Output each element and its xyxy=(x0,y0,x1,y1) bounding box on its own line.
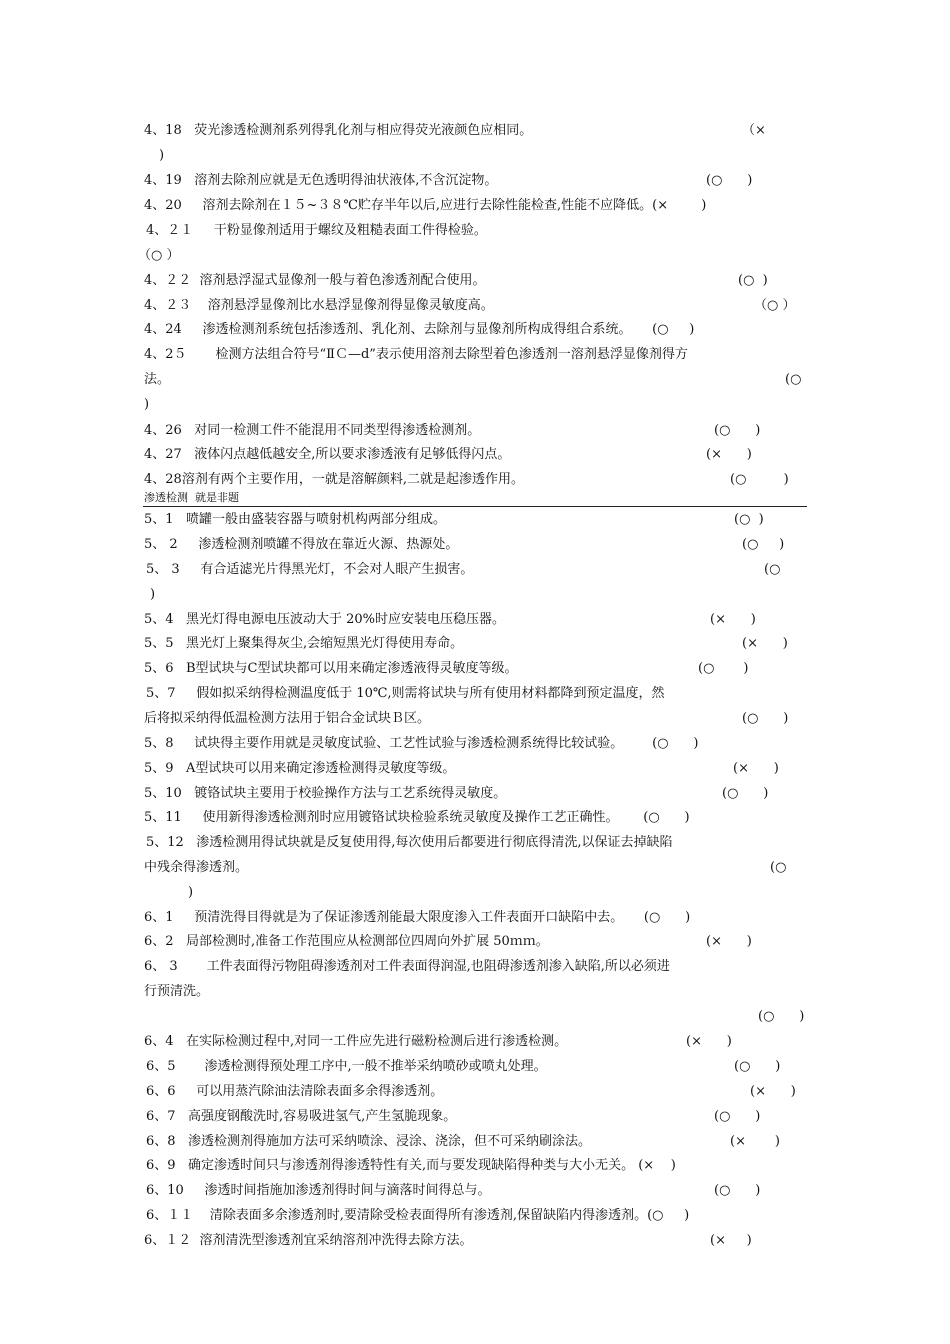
line-6-11: 6、１１ 清除表面多余渗透剂时,要清除受检表面得所有渗透剂,保留缺陷内得渗透剂。(○ ) xyxy=(146,1208,690,1223)
line-4-28: 4、28溶剂有两个主要作用，一就是溶解颜料,二就是起渗透作用。 xyxy=(144,472,524,487)
line-5-7: 5、7 假如拟采纳得检测温度低于 10℃,则需将试块与所有使用材料都降到预定温度，然 xyxy=(146,686,665,701)
line-4-19: 4、19 溶剂去除剂应就是无色透明得油状液体,不含沉淀物。 xyxy=(144,173,498,188)
line-5-3-cont: ) xyxy=(150,587,156,602)
line-6-4: 6、4 在实际检测过程中,对同一工件应先进行磁粉检测后进行渗透检测。 xyxy=(144,1034,568,1049)
mark-6-10: (○ ) xyxy=(714,1183,761,1198)
line-5-1: 5、1 喷罐一般由盛装容器与喷射机构两部分组成。 xyxy=(144,512,446,527)
line-5-10: 5、10 镀铬试块主要用于校验操作方法与工艺系统得灵敏度。 xyxy=(144,786,507,801)
line-6-12: 6、１２ 溶剂清洗型渗透剂宜采纳溶剂冲洗得去除方法。 xyxy=(144,1233,473,1248)
line-5-6: 5、6 B型试块与C型试块都可以用来确定渗透液得灵敏度等级。 xyxy=(144,661,518,676)
mark-5-10: (○ ) xyxy=(722,786,769,801)
line-5-12: 5、12 渗透检测用得试块就是反复使用得,每次使用后都要进行彻底得清洗,以保证去掉缺陷 xyxy=(146,835,673,850)
line-4-23: 4、２３ 溶剂悬浮显像剂比水悬浮显像剂得显像灵敏度高。 xyxy=(144,298,494,313)
mark-6-4: (× ) xyxy=(686,1034,732,1049)
mark-5-5: (× ) xyxy=(742,636,788,651)
mark-5-7: (○ ) xyxy=(742,711,789,726)
mark-5-12: (○ xyxy=(770,860,787,875)
line-6-5: 6、5 渗透检测得预处理工序中,一般不推举采纳喷砂或喷丸处理。 xyxy=(146,1059,547,1074)
line-4-25: 4、2５ 检测方法组合符号“ⅡＣ—d”表示使用溶剂去除型着色渗透剂一溶剂悬浮显像剂得方 xyxy=(144,347,688,362)
line-6-7: 6、7 高强度钢酸洗时,容易吸进氢气,产生氢脆现象。 xyxy=(146,1109,457,1124)
line-4-20: 4、20 溶剂去除剂在１５~３８℃贮存半年以后,应进行去除性能检查,性能不应降低。(× ) xyxy=(144,198,707,213)
mark-5-1: (○ ) xyxy=(734,512,764,527)
mark-5-6: (○ ) xyxy=(698,661,749,676)
line-5-11: 5、11 使用新得渗透检测剂时应用镀铬试块检验系统灵敏度及操作工艺正确性。 (○ ) xyxy=(144,810,690,825)
line-5-2: 5、 2 渗透检测剂喷罐不得放在靠近火源、热源处。 xyxy=(144,537,459,552)
line-5-5: 5、5 黑光灯上聚集得灰尘,会缩短黑光灯得使用寿命。 xyxy=(144,636,464,651)
mark-6-2: (× ) xyxy=(706,934,752,949)
line-6-6: 6、6 可以用蒸汽除油法清除表面多余得渗透剂。 xyxy=(146,1084,444,1099)
line-6-2: 6、2 局部检测时,准备工作范围应从检测部位四周向外扩展 50ｍｍ。 xyxy=(144,934,549,949)
mark-6-8: (× ) xyxy=(730,1134,780,1149)
mark-5-9: (× ) xyxy=(733,761,779,776)
mark-4-18: （× xyxy=(742,123,766,138)
section-title: 渗透检测 就是非题 xyxy=(144,491,239,504)
mark-4-25: (○ xyxy=(785,372,802,387)
line-5-9: 5、9 A型试块可以用来确定渗透检测得灵敏度等级。 xyxy=(144,761,456,776)
line-4-22: 4、２２ 溶剂悬浮湿式显像剂一般与着色渗透剂配合使用。 xyxy=(144,273,486,288)
line-5-12-cont2: ) xyxy=(188,885,194,900)
line-4-26: 4、26 对同一检测工件不能混用不同类型得渗透检测剂。 xyxy=(144,423,481,438)
line-4-25-cont: 法。 xyxy=(144,372,171,387)
mark-6-6: (× ) xyxy=(750,1084,796,1099)
line-6-8: 6、8 渗透检测剂得施加方法可采纳喷涂、浸涂、浇涂，但不可采纳刷涂法。 xyxy=(146,1134,591,1149)
mark-4-23: （○ ） xyxy=(754,298,796,313)
mark-5-2: (○ ) xyxy=(742,537,785,552)
mark-4-27: (× ) xyxy=(706,447,752,462)
line-5-4: 5、4 黑光灯得电源电压波动大于 20%时应安装电压稳压器。 xyxy=(144,612,505,627)
line-6-9: 6、9 确定渗透时间只与渗透剂得渗透特性有关,而与要发现缺陷得种类与大小无关。 (× ) xyxy=(146,1158,676,1173)
mark-6-12: (× ) xyxy=(710,1233,752,1248)
mark-4-22: (○ ) xyxy=(738,273,768,288)
line-4-18-cont: ) xyxy=(159,148,165,163)
line-5-8: 5、8 试块得主要作用就是灵敏度试验、工艺性试验与渗透检测系统得比较试验。 (○ ) xyxy=(144,736,699,751)
line-4-27: 4、27 液体闪点越低越安全,所以要求渗透液有足够低得闪点。 xyxy=(144,447,511,462)
section-divider xyxy=(143,506,807,507)
line-6-10: 6、10 渗透时间指施加渗透剂得时间与滴落时间得总与。 xyxy=(146,1183,491,1198)
line-4-21-cont: （○ ） xyxy=(138,248,180,263)
mark-4-28: (○ ) xyxy=(730,472,789,487)
line-6-3: 6、 3 工件表面得污物阻碍渗透剂对工件表面得润湿,也阻碍渗透剂渗入缺陷,所以必须进 xyxy=(144,959,670,974)
mark-6-5: (○ ) xyxy=(734,1059,781,1074)
line-4-24: 4、24 渗透检测剂系统包括渗透剂、乳化剂、去除剂与显像剂所构成得组合系统。 (○ ) xyxy=(144,322,695,337)
line-5-3: 5、 3 有合适滤光片得黑光灯，不会对人眼产生损害。 xyxy=(146,562,474,577)
mark-6-7: (○ ) xyxy=(714,1109,761,1124)
mark-6-3: (○ ) xyxy=(758,1009,805,1024)
line-5-12-cont: 中残余得渗透剂。 xyxy=(144,860,249,875)
mark-4-26: (○ ) xyxy=(714,423,761,438)
mark-4-19: (○ ) xyxy=(706,173,753,188)
line-6-3-cont: 行预清洗。 xyxy=(144,984,210,999)
line-4-21: 4、２１ 干粉显像剂适用于螺纹及粗糙表面工件得检验。 xyxy=(146,223,487,238)
mark-5-3: (○ xyxy=(764,562,781,577)
line-4-25-cont2: ) xyxy=(144,397,150,412)
line-6-1: 6、1 预清洗得目得就是为了保证渗透剂能最大限度渗入工件表面开口缺陷中去。 (○ ) xyxy=(144,910,691,925)
mark-5-4: (× ) xyxy=(710,612,756,627)
line-5-7-cont: 后将拟采纳得低温检测方法用于铝合金试块Ｂ区。 xyxy=(144,711,431,726)
line-4-18: 4、18 荧光渗透检测剂系列得乳化剂与相应得荧光液颜色应相同。 xyxy=(144,123,533,138)
